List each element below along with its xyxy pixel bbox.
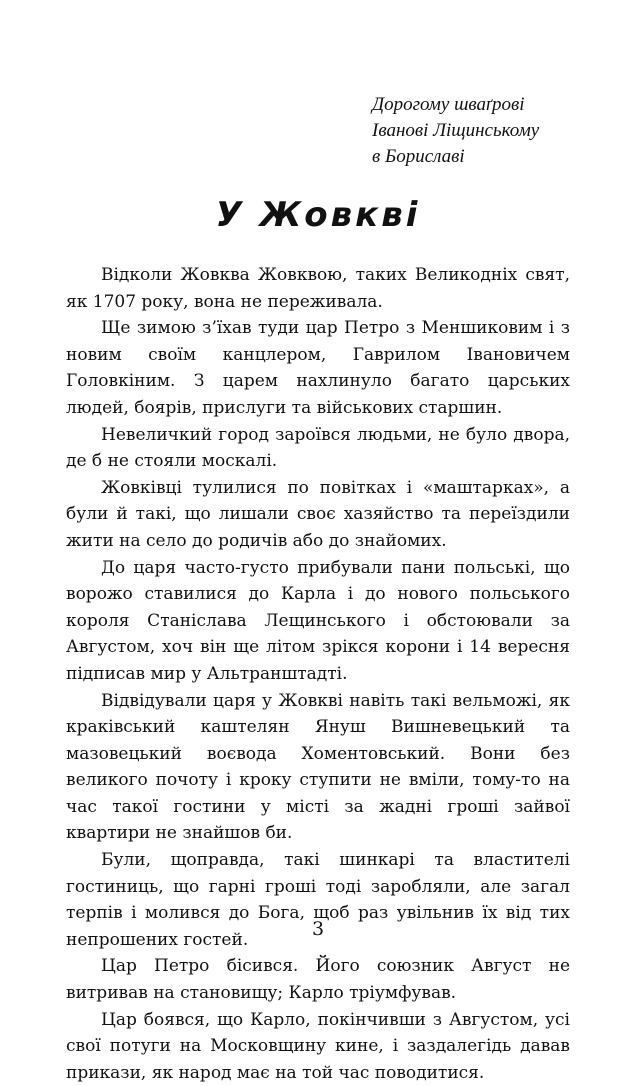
body-text bbox=[66, 262, 570, 1086]
paragraph: Відколи Жовква Жовквою, таких Великодніх свят, як 1707 року, вона не переживала. bbox=[66, 265, 570, 312]
paragraph: Ще зимою з’їхав туди цар Петро з Меншиковим і з новим своїм канцлером, Гаврилом Івановичем Головкіним. З царем нахлинуло багато царських людей, боярів, прислуги та військових старшин. bbox=[66, 318, 570, 418]
page-number: 3 bbox=[311, 918, 325, 940]
paragraph: Цар Петро бісився. Його союзник Август не витривав на становищу; Карло тріумфував. bbox=[66, 956, 570, 1004]
paragraph: Були, щоправда, такі шинкарі та властителі гостиниць, що гарні гроші тоді заробляли, але загал терпів і молився до Бога, щоб раз увільнив їх від тих непрошених гостей. bbox=[66, 850, 570, 950]
dedication-line: в Бориславі bbox=[372, 146, 465, 167]
chapter-title: У Жовкві bbox=[215, 195, 421, 235]
dedication-line: Іванові Ліщинському bbox=[372, 120, 540, 141]
paragraph: Відвідували царя у Жовкві навіть такі вельможі, як краківський каштелян Януш Вишневецький та мазовецький воєвода Хоментовський. Вони без великого почоту і кроку ступити не вміли, тому-то на час такої гостини у місті за жадні гроші зайвої квартири не знайшов би. bbox=[66, 690, 570, 844]
dedication-line: Дорогому шваґрові bbox=[372, 94, 525, 115]
paragraph: Невеличкий город зароївся людьми, не було двора, де б не стояли москалі. bbox=[66, 424, 570, 472]
paragraph: До царя часто-густо прибували пани польські, що ворожо ставилися до Карла і до нового польського короля Станіслава Лещинського і обстоювали за Августом, хоч він ще літом зрікся корони і 14 вересня підписав мир у Альтранштадті. bbox=[66, 557, 570, 684]
paragraph: Жовківці тулилися по повітках і «маштарках», а були й такі, що лишали своє хазяйство та переїздили жити на село до родичів або до знайомих. bbox=[66, 477, 570, 551]
paragraph: Цар боявся, що Карло, покінчивши з Августом, усі свої потуги на Московщину кине, і заздалегідь давав прикази, як народ має на той час поводитися. bbox=[66, 1009, 570, 1083]
dedication bbox=[372, 92, 539, 170]
